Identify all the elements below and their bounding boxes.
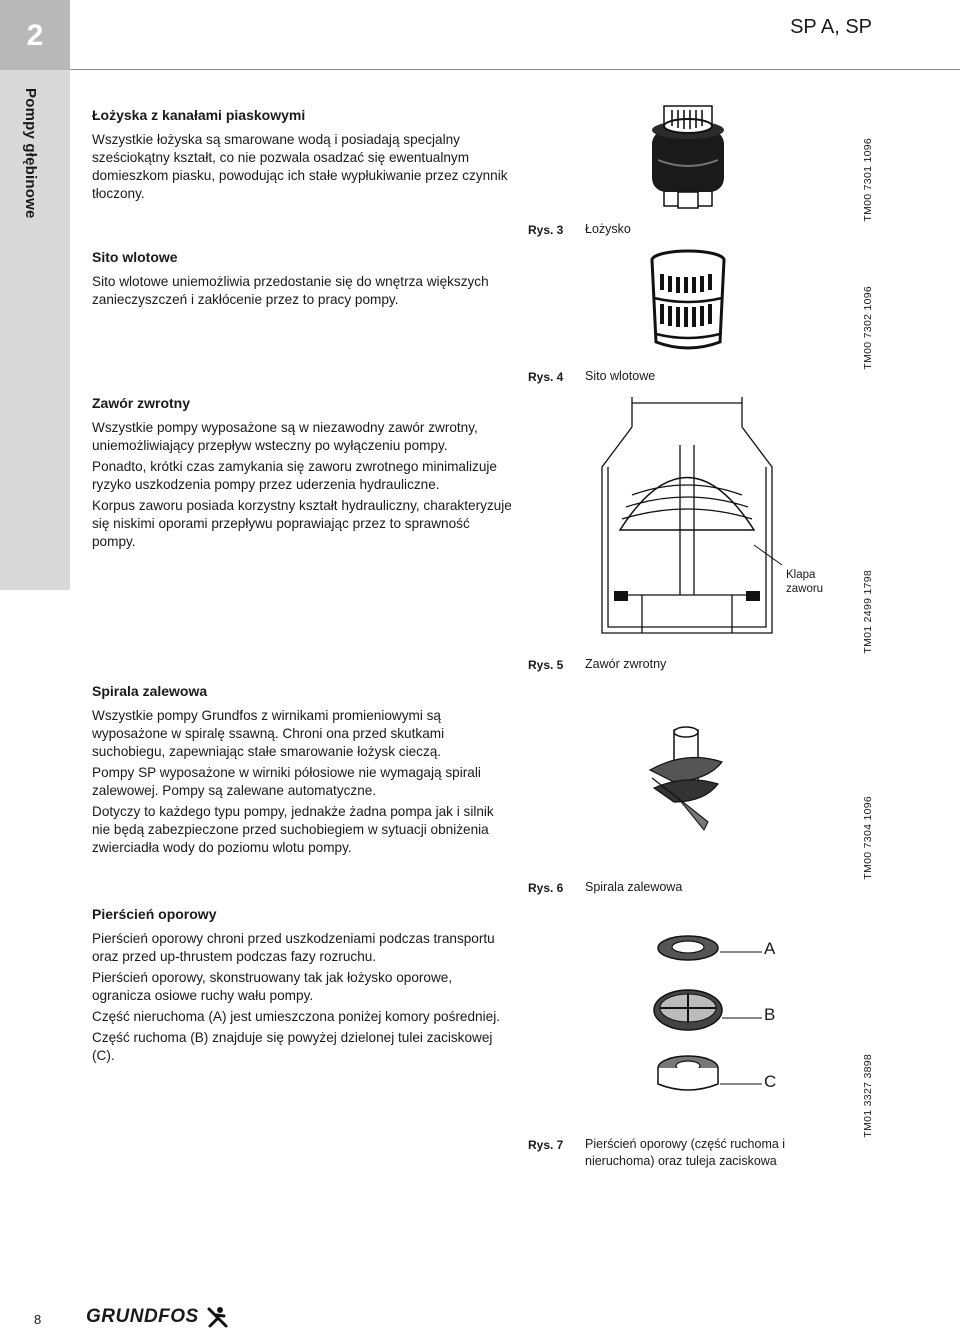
valve-flap-callout: Klapa zaworu — [786, 569, 824, 595]
inlet-strainer-illustration — [646, 246, 730, 358]
figure-number: Rys. 3 — [528, 223, 564, 237]
check-valve-illustration — [592, 395, 782, 645]
side-tab-label: Pompy głębinowe — [22, 88, 39, 219]
paragraph: Część ruchoma (B) znajduje się powyżej dzielonej tulei zaciskowej (C). — [92, 1030, 493, 1063]
figure-number: Rys. 5 — [528, 658, 564, 672]
paragraph: Pierścień oporowy chroni przed uszkodzeniami podczas transportu oraz przed up-thrustem podczas fazy rozruchu. — [92, 931, 495, 964]
figure-number: Rys. 4 — [528, 370, 564, 384]
figure-code: TM00 7301 1096 — [862, 138, 874, 222]
paragraph: Pierścień oporowy, skonstruowany tak jak łożysko oporowe, ogranicza osiowe ruchy wału pompy. — [92, 970, 453, 1003]
paragraph: Wszystkie pompy wyposażone są w niezawodny zawór zwrotny, uniemożliwiający przepływ wsteczny po wyłączeniu pompy. — [92, 420, 478, 453]
section-title: Zawór zwrotny — [92, 395, 191, 411]
grundfos-logo — [86, 1306, 228, 1328]
paragraph: Sito wlotowe uniemożliwia przedostanie się do wnętrza większych zanieczyszczeń i zakłócenie przez to pracy pompy. — [92, 274, 489, 307]
figure-caption: Sito wlotowe — [585, 369, 656, 383]
section-inlet-strainer — [92, 248, 512, 312]
figure-code: TM01 2499 1798 — [862, 570, 874, 654]
section-thrust-ring — [92, 905, 512, 1068]
section-title: Pierścień oporowy — [92, 906, 217, 922]
section-title: Sito wlotowe — [92, 249, 178, 265]
figure-code: TM00 7302 1096 — [862, 286, 874, 370]
figure-caption: Zawór zwrotny — [585, 657, 667, 671]
section-title: Spirala zalewowa — [92, 683, 208, 699]
chapter-number: 2 — [26, 19, 44, 52]
figure-caption: Spirala zalewowa — [585, 880, 683, 894]
paragraph: Dotyczy to każdego typu pompy, jednakże żadna pompa jak i silnik nie będą zabezpieczone przed suchobiegiem w sytuacji obniżenia zwierciadła wody do poziomu wlotu pompy. — [92, 804, 494, 855]
paragraph: Wszystkie łożyska są smarowane wodą i posiadają specjalny sześciokątny kształt, co nie pozwala osadzać się ewentualnym domieszkom piasku, powodując ich stałe wypłukiwanie przez czynnik tłoczony. — [92, 132, 508, 201]
figure-number: Rys. 7 — [528, 1138, 564, 1152]
section-title: Łożyska z kanałami piaskowymi — [92, 107, 306, 123]
paragraph: Część nieruchoma (A) jest umieszczona poniżej komory pośredniej. — [92, 1009, 500, 1024]
page-number: 8 — [34, 1312, 42, 1327]
page-header-title: SP A, SP — [790, 16, 872, 38]
grundfos-man-icon — [206, 1306, 228, 1328]
section-check-valve — [92, 394, 512, 554]
part-label-b: B — [764, 1005, 776, 1024]
bearing-illustration — [648, 100, 728, 212]
part-label-a: A — [764, 939, 776, 958]
figure-caption: Łożysko — [585, 222, 631, 236]
paragraph: Pompy SP wyposażone w wirniki półosiowe nie wymagają spirali zalewowej. Pompy są zalewane automatyczne. — [92, 765, 481, 798]
figure-caption: Pierścień oporowy (część ruchoma i nieruchoma) oraz tuleja zaciskowa — [585, 1137, 786, 1168]
priming-screw-illustration — [648, 722, 724, 834]
paragraph: Korpus zaworu posiada korzystny kształt hydrauliczny, charakteryzuje się niskimi oporami przepływu poprawiając przez to sprawność pompy. — [92, 498, 512, 549]
section-bearings — [92, 106, 512, 206]
part-label-c: C — [764, 1072, 777, 1091]
paragraph: Wszystkie pompy Grundfos z wirnikami promieniowymi są wyposażone w spiralę ssawną. Chroni ona przed skutkami suchobiegu, zapewniając stałe smarowanie łożysk cieczą. — [92, 708, 445, 759]
section-priming-screw — [92, 682, 512, 860]
figure-number: Rys. 6 — [528, 881, 564, 895]
header-rule — [70, 69, 960, 70]
brand-wordmark: GRUNDFOS — [86, 1306, 199, 1327]
figure-code: TM00 7304 1096 — [862, 796, 874, 880]
thrust-ring-illustration — [648, 926, 780, 1102]
figure-code: TM01 3327 3898 — [862, 1054, 874, 1138]
paragraph: Ponadto, krótki czas zamykania się zaworu zwrotnego minimalizuje ryzyko uszkodzenia pompy przez uderzenia hydrauliczne. — [92, 459, 497, 492]
